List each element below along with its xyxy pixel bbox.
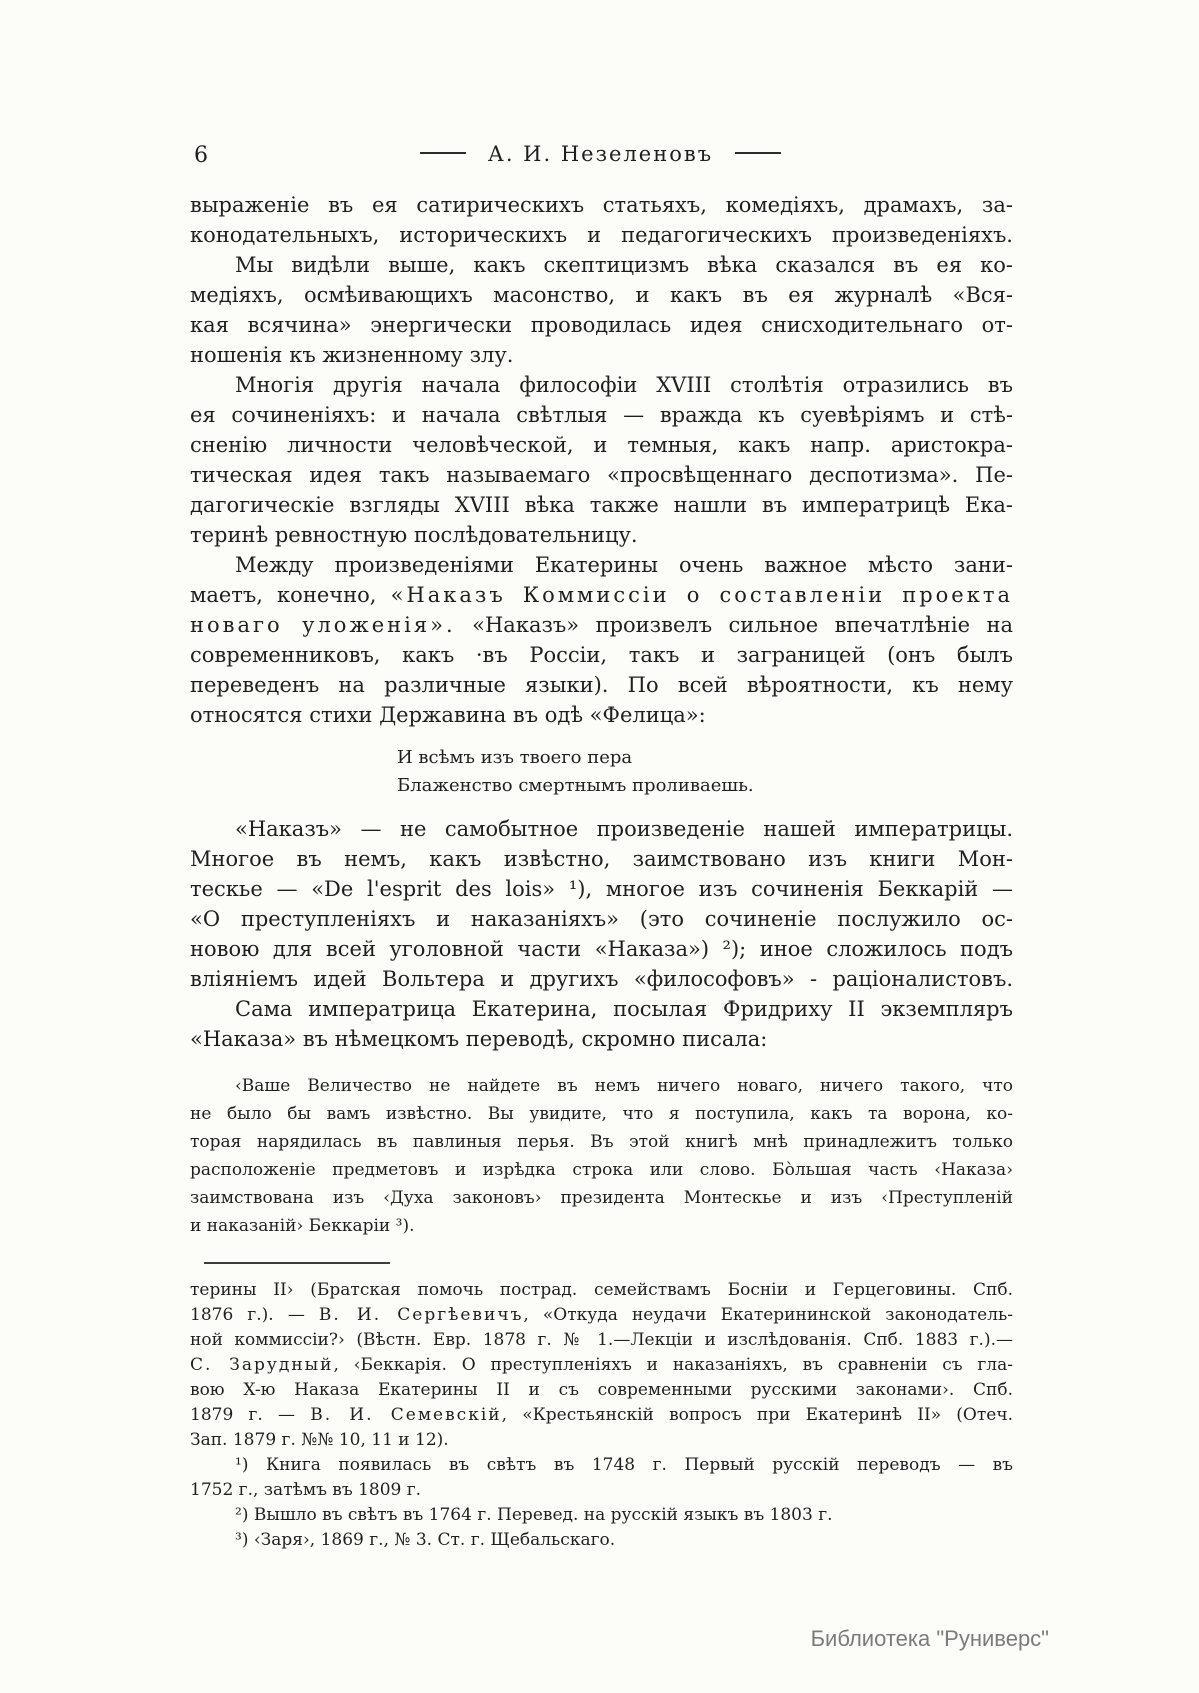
paragraph-5 [190, 814, 1013, 994]
footnote-1 [190, 1453, 1013, 1503]
text-line: ‹Ваше Величество не найдете въ немъ ничего новаго, ничего такого, что [235, 1076, 1013, 1096]
text-line: Между произведеніями Екатерины очень важное мѣсто зани- [235, 553, 1013, 577]
text-line: «Наказа» въ нѣмецкомъ переводѣ, скромно писала: [190, 1027, 768, 1051]
text-line: расположеніе предметовъ и изрѣдка строка или слово. Бо̀льшая часть ‹Наказа› [190, 1160, 1013, 1180]
paragraph-1 [190, 190, 1013, 250]
letterspaced-text: В. И. Семевскій [310, 1405, 502, 1425]
text-line: ²) Вышло въ свѣтъ въ 1764 г. Перевед. на русскій языкъ въ 1803 г. [235, 1505, 833, 1525]
verse-block [397, 744, 1013, 800]
text-line: ³) ‹Заря›, 1869 г., № 3. Ст. г. Щебальскаго. [235, 1530, 616, 1550]
page-header [188, 142, 1013, 178]
text-line: кая всячина» энергически проводилась идея снисходительнаго от- [190, 313, 1013, 337]
block-quote [190, 1072, 1013, 1240]
text-line: переведенъ на различные языки). По всей вѣроятности, къ нему [190, 673, 1013, 697]
text-line: выраженіе въ ея сатирическихъ статьяхъ, комедіяхъ, драмахъ, за- [190, 193, 1013, 217]
text-line: Зап. 1879 г. №№ 10, 11 и 12). [190, 1430, 449, 1450]
text-line: терины II› (Братская помочь пострад. семействамъ Босніи и Герцеговины. Спб. [190, 1280, 1013, 1300]
footnotes [190, 1278, 1013, 1553]
text-line: дагогическіе взгляды XVIII вѣка также нашли въ императрицѣ Ека- [190, 493, 1013, 517]
letterspaced-text: В. И. Сергѣевичъ [318, 1305, 524, 1325]
text-line: современниковъ, какъ ·въ Россіи, такъ и заграницей (онъ былъ [190, 643, 1013, 667]
paragraph-3 [190, 370, 1013, 550]
text-line: вліяніемъ идей Вольтера и другихъ «философовъ» - раціоналистовъ. [190, 967, 1013, 991]
text-line: ея сочиненіяхъ: и начала свѣтлыя — вражда къ суевѣріямъ и стѣ- [190, 403, 1013, 427]
text-line: 1876 г.). — В. И. Сергѣевичъ, «Откуда неудачи Екатерининской законодатель- [190, 1305, 1013, 1325]
text-line: тескье — «De l'esprit des lois» ¹), многое изъ сочиненія Беккарій — [190, 877, 1013, 901]
text-line: 1879 г. — В. И. Семевскій, «Крестьянскій вопросъ при Екатеринѣ II» (Отеч. [190, 1405, 1013, 1425]
text-line: Сама императрица Екатерина, посылая Фридриху II экземпляръ [235, 997, 1013, 1021]
page-number: 6 [194, 143, 208, 168]
text-line: теринѣ ревностную послѣдовательницу. [190, 523, 638, 547]
text-line: и наказаній› Беккаріи ³). [190, 1216, 415, 1236]
text-line: Многое въ немъ, какъ извѣстно, заимствовано изъ книги Мон- [190, 847, 1013, 871]
letterspaced-text: С. Зарудный [190, 1355, 334, 1375]
text-line: ной коммиссіи?› (Вѣстн. Евр. 1878 г. № 1.—Лекціи и изслѣдованія. Спб. 1883 г.).— [190, 1330, 1013, 1350]
text-line: сненію личности человѣческой, и темныя, какъ напр. аристокра- [190, 433, 1013, 457]
text-line: Многія другія начала философіи XVIII столѣтія отразились въ [235, 373, 1013, 397]
paragraph-4 [190, 550, 1013, 730]
letterspaced-text: «Наказъ Коммиссіи о составленіи проекта [390, 583, 1013, 607]
text-column [190, 190, 1013, 1553]
text-line: новаго уложенія». «Наказъ» произвелъ сильное впечатлѣніе на [190, 613, 1013, 637]
text-line: 1752 г., затѣмъ въ 1809 г. [190, 1480, 422, 1500]
header-dash-right-icon [735, 152, 781, 154]
text-line: Блаженство смертнымъ проливаешь. [397, 775, 754, 796]
header-dash-left-icon [420, 152, 466, 154]
running-title [188, 142, 1013, 166]
text-line: не было бы вамъ извѣстно. Вы увидите, что я поступила, какъ та ворона, ко- [190, 1104, 1013, 1124]
text-line: ¹) Книга появилась въ свѣтъ въ 1748 г. Первый русскій переводъ — въ [235, 1455, 1013, 1475]
text-line: И всѣмъ изъ твоего пера [397, 747, 633, 768]
letterspaced-text: новаго уложенія». [190, 613, 456, 637]
text-line: маетъ, конечно, «Наказъ Коммиссіи о составленіи проекта [190, 583, 1013, 607]
text-line: «О преступленіяхъ и наказаніяхъ» (это сочиненіе послужило ос- [190, 907, 1013, 931]
paragraph-2 [190, 250, 1013, 370]
paragraph-6 [190, 994, 1013, 1054]
text-line: заимствована изъ ‹Духа законовъ› президента Монтескье и изъ ‹Преступленій [190, 1188, 1013, 1208]
text-line: вою X-ю Наказа Екатерины II и съ современными русскими законами›. Спб. [190, 1380, 1013, 1400]
text-line: С. Зарудный, ‹Беккарія. О преступленіяхъ и наказаніяхъ, въ сравненіи съ гла- [190, 1355, 1013, 1375]
text-line: ношенія къ жизненному злу. [190, 343, 514, 367]
running-title-text: А. И. Незеленовъ [487, 142, 714, 166]
footnote-continuation [190, 1278, 1013, 1453]
text-line: новою для всей уголовной части «Наказа») ²); иное сложилось подъ [190, 937, 1013, 961]
text-line: медіяхъ, осмѣивающихъ масонство, и какъ въ ея журналѣ «Вся- [190, 283, 1013, 307]
text-line: конодательныхъ, историческихъ и педагогическихъ произведеніяхъ. [190, 223, 1013, 247]
text-line: тическая идея такъ называемаго «просвѣщеннаго деспотизма». Пе- [190, 463, 1013, 487]
text-line: «Наказъ» — не самобытное произведеніе нашей императрицы. [235, 817, 1013, 841]
footnote-3 [190, 1528, 1013, 1553]
footnote-2 [190, 1503, 1013, 1528]
text-line: торая нарядилась въ павлиныя перья. Въ этой книгѣ мнѣ принадлежитъ только [190, 1132, 1013, 1152]
footnote-separator [204, 1262, 390, 1264]
text-line: относятся стихи Державина въ одѣ «Фелица»: [190, 703, 706, 727]
watermark: Библиотека "Руниверс" [810, 1626, 1049, 1651]
text-line: Мы видѣли выше, какъ скептицизмъ вѣка сказался въ ея ко- [235, 253, 1013, 277]
